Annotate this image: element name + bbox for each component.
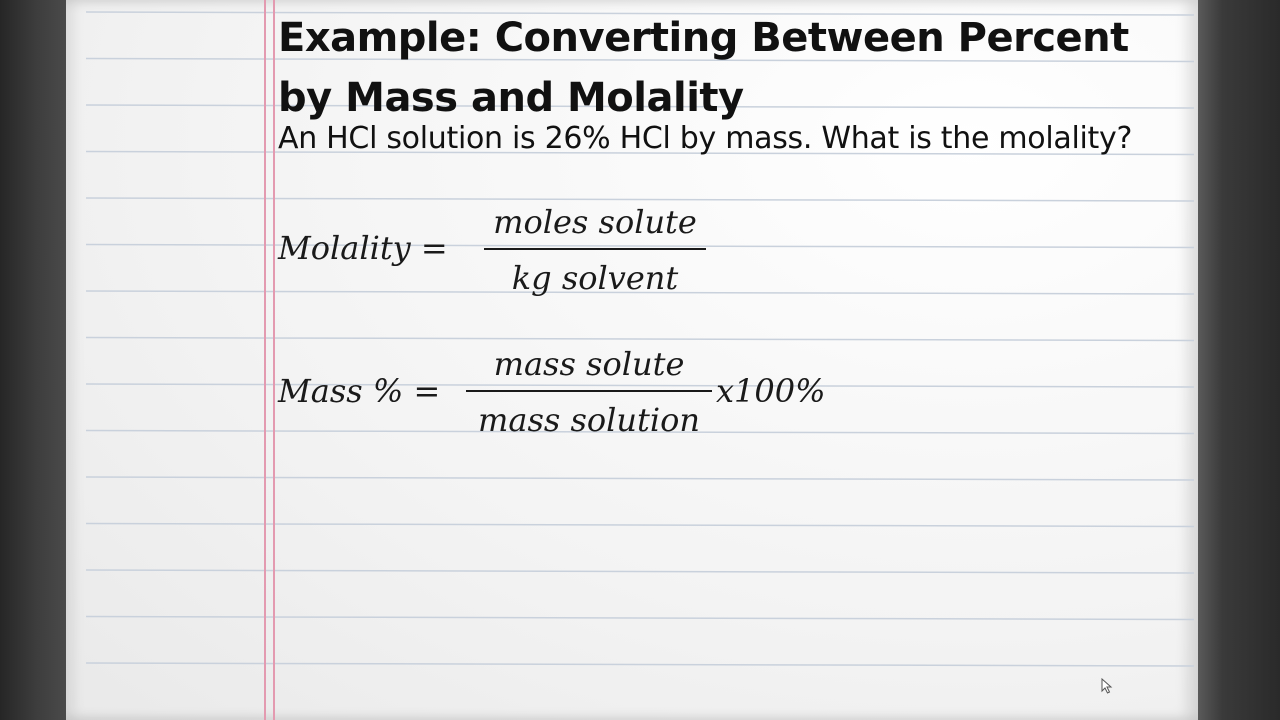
molality-lhs: Molality = (278, 229, 448, 267)
ruled-line (86, 338, 1194, 341)
ruled-line (86, 570, 1194, 573)
mouse-pointer-icon (1100, 678, 1114, 699)
mass-percent-suffix: x100% (716, 372, 826, 410)
mass-percent-fraction-bar (466, 390, 712, 392)
desk-background-right (1198, 0, 1280, 720)
margin-line-right (273, 0, 275, 720)
ruled-line (86, 198, 1194, 201)
page-title: Example: Converting Between Percent by Mass and Molality (278, 15, 1129, 121)
ruled-line (86, 524, 1194, 527)
mass-percent-lhs: Mass % = (278, 372, 441, 410)
molality-fraction (484, 202, 706, 298)
molality-denominator: kg solvent (511, 259, 679, 297)
molality-numerator: moles solute (493, 203, 697, 241)
margin-line-left (264, 0, 266, 720)
ruled-line (86, 477, 1194, 480)
ruled-line (86, 663, 1194, 666)
ruled-line (86, 617, 1194, 620)
mass-percent-fraction (466, 344, 712, 440)
problem-statement: An HCl solution is 26% HCl by mass. What is the molality? (278, 121, 1133, 156)
mass-percent-numerator: mass solute (493, 345, 685, 383)
mass-percent-denominator: mass solution (478, 401, 700, 439)
desk-background-left (0, 0, 66, 720)
molality-fraction-bar (484, 248, 706, 250)
